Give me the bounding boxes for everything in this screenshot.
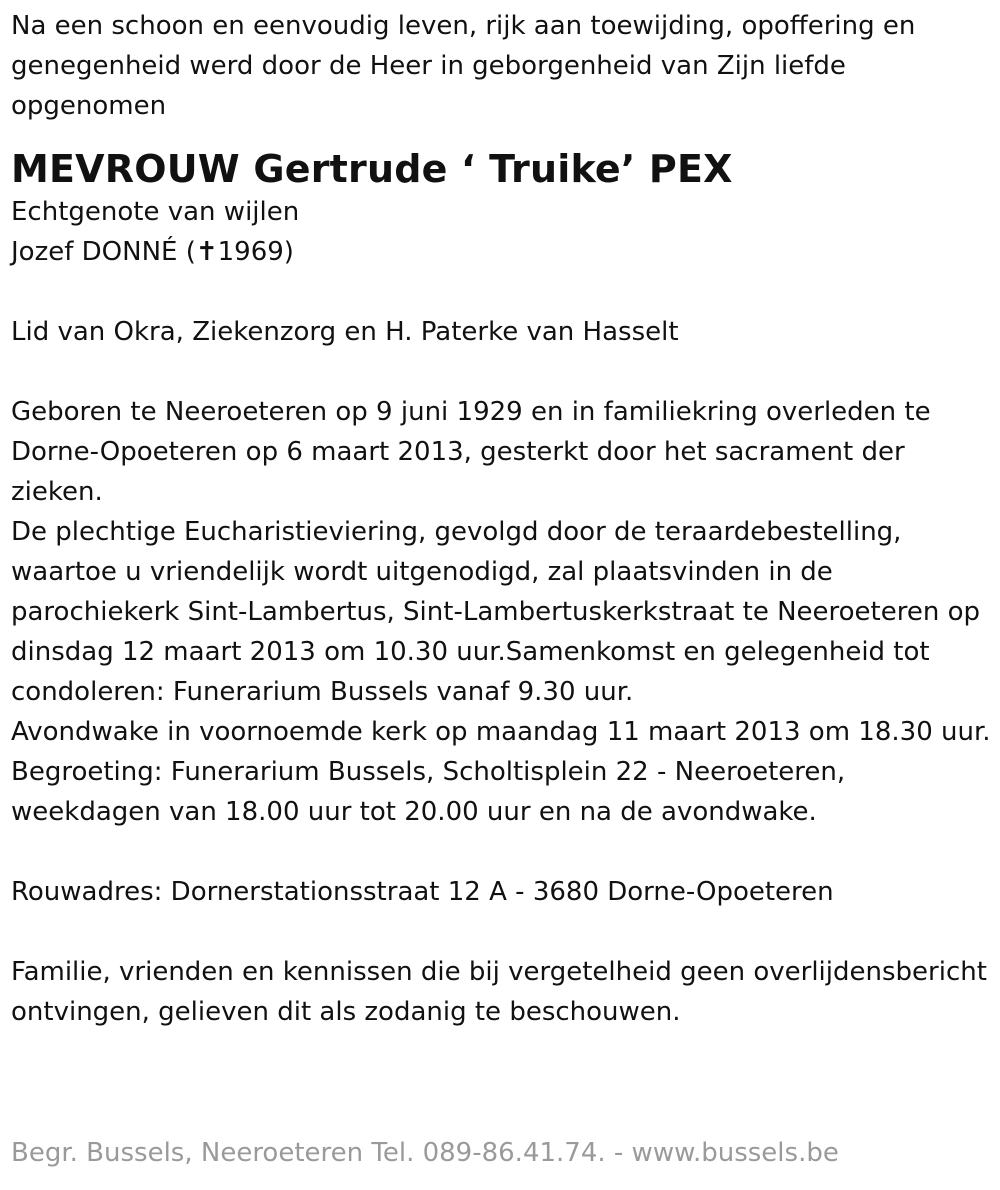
deceased-name: MEVROUW Gertrude ‘ Truike’ PEX <box>11 147 733 191</box>
spacer <box>11 272 993 312</box>
address-text: Rouwadres: Dornerstationsstraat 12 A - 3680 Dorne-Opoeteren <box>11 877 834 907</box>
birth-death-text: Geboren te Neeroeteren op 9 juni 1929 en in familiekring overleden te Dorne-Opoeteren op 6 maart 2013, gesterkt door het sacrament der zieken. <box>11 397 931 507</box>
funeral-home-footer: Begr. Bussels, Neeroeteren Tel. 089-86.41.74. - www.bussels.be <box>11 1138 839 1168</box>
visitation-text: Begroeting: Funerarium Bussels, Scholtisplein 22 - Neeroeteren, weekdagen van 18.00 uur tot 20.00 uur en na de avondwake. <box>11 757 846 827</box>
spouse-line: Echtgenote van wijlen <box>11 197 300 227</box>
closing-text: Familie, vrienden en kennissen die bij vergetelheid geen overlijdensbericht ontvingen, gelieven dit als zodanig te beschouwen. <box>11 957 987 1027</box>
wake-text: Avondwake in voornoemde kerk op maandag 11 maart 2013 om 18.30 uur. <box>11 717 991 747</box>
membership-text: Lid van Okra, Ziekenzorg en H. Paterke van Hasselt <box>11 317 679 347</box>
spacer <box>11 912 993 952</box>
funeral-text: De plechtige Eucharistieviering, gevolgd door de teraardebestelling, waartoe u vriendelijk wordt uitgenodigd, zal plaatsvinden in de parochiekerk Sint-Lambertus, Sint-Lambertuskerkstraat te Neeroeteren op dinsdag 12 maart 2013 om 10.30 uur.Samenkomst en gelegenheid tot condoleren: Funerarium Bussels vanaf 9.30 uur. <box>11 517 980 707</box>
spacer <box>11 352 993 392</box>
intro-text: Na een schoon en eenvoudig leven, rijk aan toewijding, opoffering en genegenheid werd door de Heer in geborgenheid van Zijn liefde opgenomen <box>11 11 916 121</box>
spacer <box>11 832 993 872</box>
obituary-document <box>11 6 993 1032</box>
spouse-name: Jozef DONNÉ (✝1969) <box>11 237 294 267</box>
